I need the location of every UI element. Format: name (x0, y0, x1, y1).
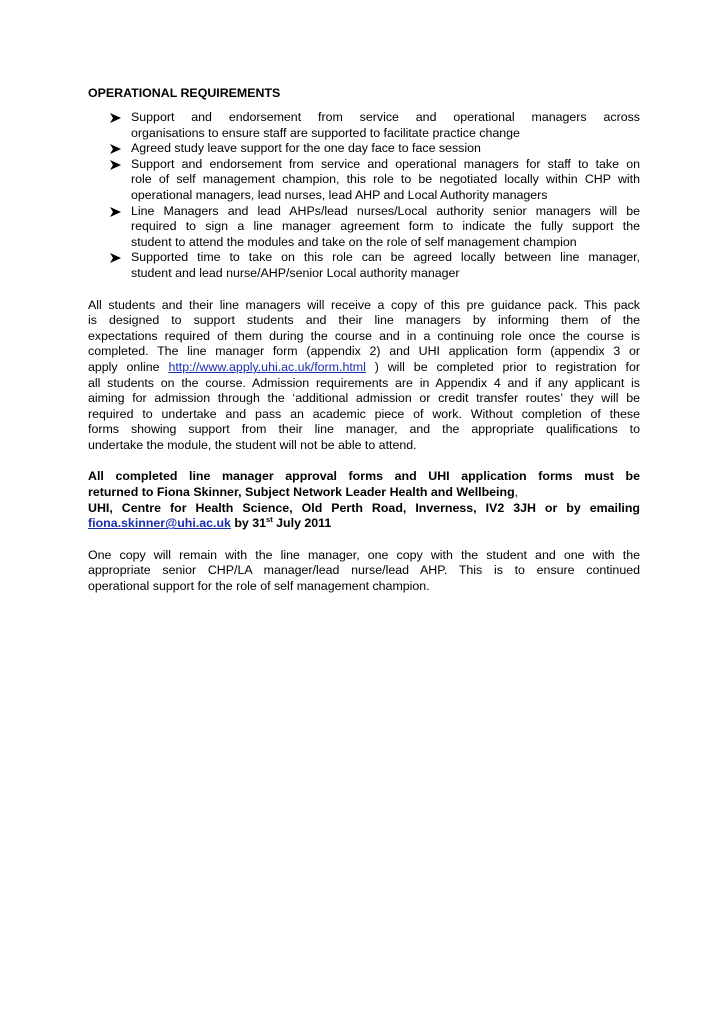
paragraph-line (88, 485, 640, 501)
document-content (88, 82, 640, 595)
requirements-list (88, 110, 640, 282)
paragraph-line: forms showing support from their line manager, and the appropriate qualifications to (88, 422, 640, 437)
list-item-line: student to attend the modules and take on the role of self management champion (131, 234, 577, 249)
list-item (88, 250, 640, 281)
line-text: July 2011 (272, 516, 332, 531)
paragraph-line: required to undertake and pass an academic piece of work. Without completion of these (88, 406, 640, 421)
application-form-link[interactable]: http://www.apply.uhi.ac.uk/form.html (168, 359, 366, 374)
email-link[interactable]: fiona.skinner@uhi.ac.uk (88, 516, 231, 531)
list-item (88, 141, 640, 157)
line-text: ) will be completed prior to registration for (365, 359, 640, 374)
line-text: by 31 (230, 516, 267, 531)
arrowhead-bullet-icon (110, 204, 124, 217)
paragraph-line: One copy will remain with the line manager, one copy with the student and one with the (88, 547, 640, 562)
paragraph-line: All completed line manager approval forms and UHI application forms must be (88, 469, 640, 484)
arrowhead-bullet-icon (110, 110, 124, 123)
paragraph-line: all students on the course. Admission requirements are in Appendix 4 and if any applicant is (88, 375, 640, 390)
list-item-line: required to sign a line manager agreement form to indicate the fully support the (131, 219, 640, 234)
paragraph-line (88, 516, 640, 532)
list-item-line: Support and endorsement from service and operational managers for staff to take on (131, 156, 640, 171)
line-text: returned to Fiona Skinner, Subject Network Leader Health and Wellbeing (88, 485, 515, 500)
list-item (88, 204, 640, 251)
paragraph-line: All students and their line managers will receive a copy of this pre guidance pack. This pack (88, 297, 640, 312)
list-item-line: student and lead nurse/AHP/senior Local authority manager (131, 265, 460, 280)
date-suffix: st (266, 515, 273, 525)
paragraph-line: UHI, Centre for Health Science, Old Perth Road, Inverness, IV2 3JH or by emailing (88, 500, 640, 515)
arrowhead-bullet-icon (110, 250, 124, 263)
list-item-line: Support and endorsement from service and operational managers across (131, 110, 640, 124)
paragraph-line: operational support for the role of self management champion. (88, 579, 430, 594)
list-item-line: Supported time to take on this role can be agreed locally between line manager, (131, 250, 640, 265)
list-item-line: Line Managers and lead AHPs/lead nurses/Local authority senior managers will be (131, 203, 640, 218)
list-item (88, 157, 640, 204)
copies-paragraph (88, 548, 640, 595)
submission-paragraph (88, 469, 640, 531)
list-item-line: operational managers, lead nurses, lead AHP and Local Authority managers (131, 187, 548, 202)
guidance-paragraph (88, 298, 640, 454)
line-text: , (514, 485, 519, 500)
paragraph-line: undertake the module, the student will not be able to attend. (88, 437, 417, 452)
list-item-line: role of self management champion, this role to be negotiated locally within CHP with (131, 172, 640, 187)
section-heading: OPERATIONAL REQUIREMENTS (88, 86, 281, 100)
paragraph-line: is designed to support students and their line managers by informing them of the (88, 313, 640, 328)
list-item (88, 110, 640, 141)
paragraph-line: completed. The line manager form (appendix 2) and UHI application form (appendix 3 or (88, 344, 640, 359)
paragraph-line: expectations required of them during the course and in a continuing role once the course is (88, 328, 640, 343)
paragraph-line: aiming for admission through the ‘additional admission or credit transfer routes’ they will be (88, 391, 640, 406)
arrowhead-bullet-icon (110, 141, 124, 154)
arrowhead-bullet-icon (110, 157, 124, 170)
line-text: apply online (88, 359, 169, 374)
paragraph-line: appropriate senior CHP/LA manager/lead nurse/lead AHP. This is to ensure continued (88, 563, 640, 578)
list-item-line: organisations to ensure staff are supported to facilitate practice change (131, 125, 520, 140)
paragraph-line (88, 360, 640, 376)
list-item-line: Agreed study leave support for the one day face to face session (131, 141, 481, 156)
